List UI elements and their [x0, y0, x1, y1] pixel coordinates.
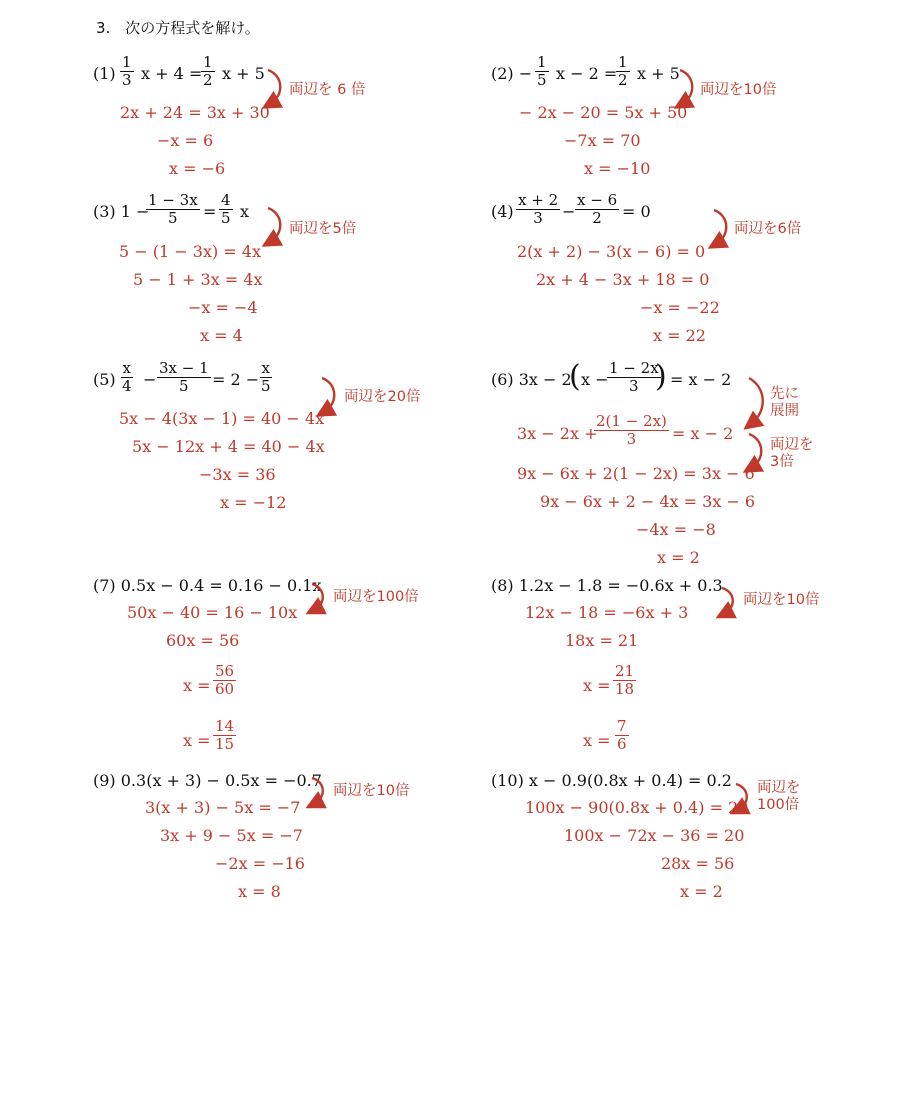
solution-answer: x = −6 [169, 159, 226, 178]
fraction: $\frac{2(1 - 2x)}{3}$ [596, 412, 667, 448]
fraction: $\frac{3x - 1}{5}$ [159, 359, 209, 395]
solution-step: x = [183, 676, 211, 695]
multiply-note: 3倍 [770, 454, 794, 470]
multiply-note: 両辺を5倍 [289, 221, 357, 237]
fraction: $\frac{x - 6}{2}$ [577, 191, 618, 227]
solution-step: 100x − 72x − 36 = 20 [564, 826, 745, 845]
solution-answer: x = 4 [200, 326, 243, 345]
fraction: $\frac{56}{60}$ [215, 662, 235, 698]
equation-part: x − 2 = [556, 64, 618, 83]
multiply-note: 両辺を [757, 780, 801, 796]
solution-step: 5 − (1 − 3x) = 4x [119, 242, 261, 261]
solution-step: 3x − 2x + [517, 424, 598, 443]
fraction: $\frac{1 - 3x}{5}$ [148, 191, 198, 227]
fraction: $\frac{x}{4}$ [122, 359, 132, 395]
solution-step: −7x = 70 [564, 131, 641, 150]
solution-answer: x = [183, 731, 211, 750]
solution-step: −x = 6 [157, 131, 214, 150]
arrow-icon [262, 204, 286, 250]
multiply-note: 100倍 [757, 797, 800, 813]
solution-step: 18x = 21 [565, 631, 639, 650]
fraction: $\frac{1}{2}$ [618, 53, 628, 89]
equation-part: = 0 [622, 202, 651, 221]
solution-step: 9x − 6x + 2(1 − 2x) = 3x − 6 [517, 464, 755, 483]
expand-note: 先に [770, 386, 799, 402]
equation-part: = 2 − [212, 370, 260, 389]
fraction: $\frac{1 - 2x}{3}$ [609, 359, 659, 395]
fraction: $\frac{1}{3}$ [122, 53, 132, 89]
expand-note: 展開 [770, 403, 799, 419]
fraction: $\frac{x}{5}$ [261, 359, 271, 395]
solution-step: −3x = 36 [199, 465, 276, 484]
equation-part: = x − 2 [670, 370, 732, 389]
problem-equation: (10) x − 0.9(0.8x + 0.4) = 0.2 [491, 771, 732, 790]
solution-step: 5x − 12x + 4 = 40 − 4x [132, 437, 325, 456]
solution-answer: x = 2 [657, 548, 700, 567]
solution-step: 3(x + 3) − 5x = −7 [145, 798, 301, 817]
equation-part: x [240, 202, 250, 221]
problem-label: (6) 3x − 2 [491, 370, 572, 389]
solution-step: 2x + 4 − 3x + 18 = 0 [536, 270, 710, 289]
solution-step: 9x − 6x + 2 − 4x = 3x − 6 [540, 492, 756, 511]
solution-step: 3x + 9 − 5x = −7 [160, 826, 303, 845]
solution-step: 50x − 40 = 16 − 10x [127, 603, 298, 622]
solution-step: 12x − 18 = −6x + 3 [525, 603, 689, 622]
arrow-icon [716, 584, 740, 620]
fraction: $\frac{1}{2}$ [203, 53, 213, 89]
problem-label: (3) 1 − [93, 202, 150, 221]
multiply-note: 両辺を10倍 [700, 82, 777, 98]
fraction: $\frac{4}{5}$ [221, 191, 231, 227]
right-paren: ) [655, 359, 667, 394]
solution-step: 5 − 1 + 3x = 4x [133, 270, 263, 289]
fraction: $\frac{1}{5}$ [537, 53, 547, 89]
problem-label: (5) [93, 370, 116, 389]
solution-step: −2x = −16 [215, 854, 305, 873]
problem-equation: (7) 0.5x − 0.4 = 0.16 − 0.1x [93, 576, 322, 595]
solution-answer: x = −10 [584, 159, 651, 178]
arrow-icon [306, 580, 330, 616]
solution-step: = x − 2 [672, 424, 734, 443]
multiply-note: 両辺を100倍 [333, 589, 419, 605]
problem-equation: (9) 0.3(x + 3) − 0.5x = −0.7 [93, 771, 322, 790]
solution-step: − 2x − 20 = 5x + 50 [519, 103, 688, 122]
solution-answer: x = −12 [220, 493, 287, 512]
solution-step: −x = −22 [640, 298, 720, 317]
solution-answer: x = 2 [680, 882, 723, 901]
arrow-icon [708, 206, 732, 252]
equation-part: = [203, 202, 217, 221]
problem-equation: (8) 1.2x − 1.8 = −0.6x + 0.3 [491, 576, 723, 595]
fraction: $\frac{x + 2}{3}$ [518, 191, 559, 227]
multiply-note: 両辺を [770, 437, 814, 453]
multiply-note: 両辺を 6 倍 [289, 82, 366, 98]
multiply-note: 両辺を10倍 [743, 592, 820, 608]
solution-answer: x = 22 [653, 326, 706, 345]
multiply-note: 両辺を6倍 [734, 221, 802, 237]
solution-step: 60x = 56 [166, 631, 240, 650]
equation-part: − [562, 202, 576, 221]
solution-answer: x = [583, 731, 611, 750]
equation-part: x + 4 = [141, 64, 203, 83]
section-title: 3. 次の方程式を解け。 [96, 19, 260, 37]
problem-label: (1) [93, 64, 116, 83]
multiply-note: 両辺を20倍 [344, 389, 421, 405]
fraction: $\frac{21}{18}$ [615, 662, 635, 698]
solution-step: 5x − 4(3x − 1) = 40 − 4x [119, 409, 325, 428]
equation-part: − [143, 370, 157, 389]
equation-part: x + 5 [222, 64, 265, 83]
problem-label: (2) − [491, 64, 533, 83]
fraction: $\frac{14}{15}$ [215, 717, 235, 753]
solution-step: −x = −4 [188, 298, 258, 317]
problem-label: (4) [491, 202, 514, 221]
solution-step: 2(x + 2) − 3(x − 6) = 0 [517, 242, 706, 261]
arrow-icon [306, 774, 330, 810]
solution-step: −4x = −8 [636, 520, 716, 539]
solution-step: 100x − 90(0.8x + 0.4) = 20 [525, 798, 749, 817]
solution-answer: x = 8 [238, 882, 281, 901]
solution-step: 28x = 56 [661, 854, 735, 873]
equation-part: x − [581, 370, 609, 389]
multiply-note: 両辺を10倍 [333, 783, 410, 799]
solution-step: 2x + 24 = 3x + 30 [120, 103, 270, 122]
solution-step: x = [583, 676, 611, 695]
equation-part: x + 5 [637, 64, 680, 83]
left-paren: ( [569, 359, 581, 394]
fraction: $\frac{7}{6}$ [617, 717, 627, 753]
arrow-icon [743, 374, 767, 432]
